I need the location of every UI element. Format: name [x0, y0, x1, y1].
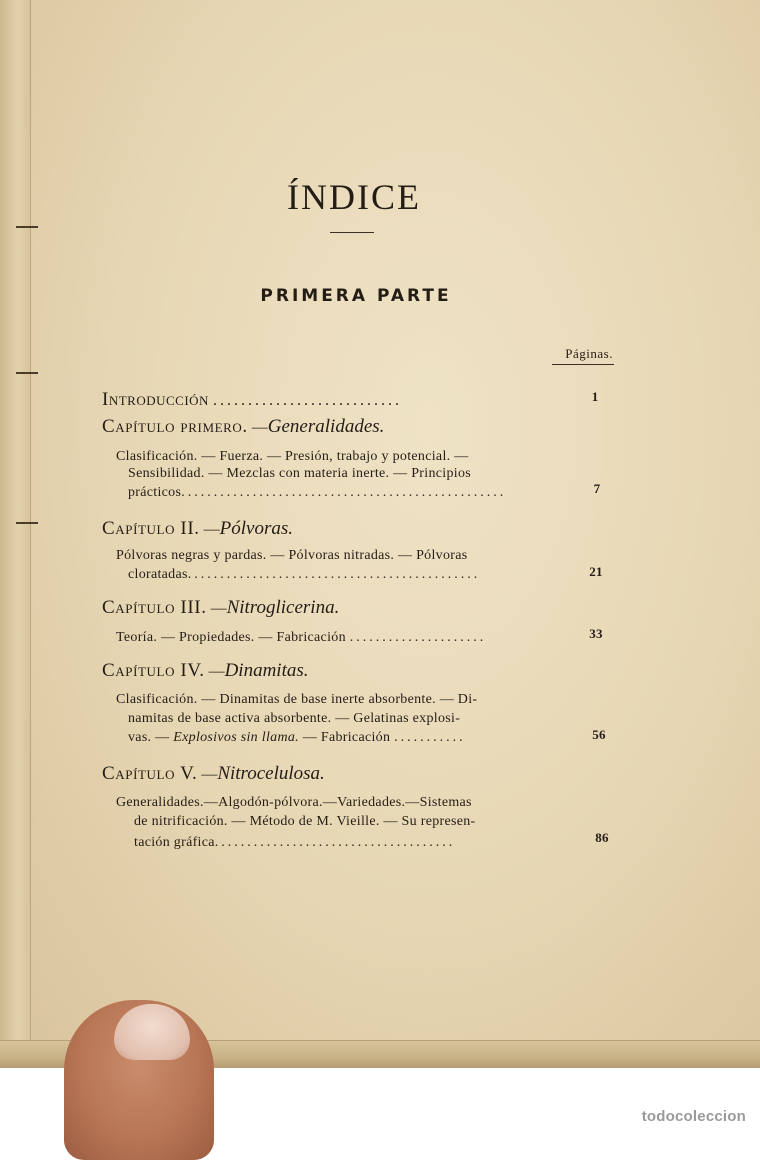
chapter-label: Capítulo IV.	[102, 660, 205, 681]
chapter-dash: —	[201, 766, 218, 783]
page-number: 21	[589, 564, 603, 579]
chapter-label: Capítulo primero.	[102, 416, 248, 437]
chapter-title: Pólvoras.	[219, 518, 293, 539]
chapter-label: Capítulo III.	[102, 597, 207, 618]
toc-entry-label: Introducción	[102, 389, 209, 410]
chapter-dash: —	[251, 419, 268, 436]
chapter-title: Nitroglicerina.	[226, 597, 340, 618]
contents-line: prácticos	[128, 485, 182, 500]
chapter-title: Generalidades.	[267, 416, 385, 437]
chapter-dash: —	[210, 600, 227, 617]
chapter-title: Dinamitas.	[224, 660, 309, 681]
page-title: ÍNDICE	[287, 177, 421, 217]
page-number: 1	[591, 389, 599, 404]
watermark-logo: todocoleccion	[641, 1108, 746, 1125]
page-number: 56	[592, 727, 606, 742]
binding-stitch	[16, 522, 38, 524]
pages-column-rule	[552, 364, 614, 365]
contents-line: Clasificación. — Dinamitas de base inerte absorbente. — Di-	[116, 692, 478, 707]
page-number: 33	[589, 626, 603, 641]
chapter-label: Capítulo V.	[102, 763, 198, 784]
contents-line: cloratadas	[128, 567, 188, 582]
contents-line: vas. —	[128, 730, 170, 745]
binding-stitch	[16, 226, 38, 228]
toc-leader: .....................	[349, 630, 487, 645]
contents-line: Sensibilidad. — Mezclas con materia inerte. — Principios	[128, 466, 471, 481]
part-heading: PRIMERA PARTE	[260, 286, 452, 306]
chapter-dash: —	[203, 521, 220, 538]
contents-line: Generalidades.—Algodón-pólvora.—Variedades.—Sistemas	[116, 795, 472, 810]
toc-leader: .............................................	[187, 567, 481, 582]
contents-line: namitas de base activa absorbente. — Gelatinas explosi-	[128, 711, 461, 726]
contents-line: de nitrificación. — Método de M. Vieille. — Su represen-	[134, 814, 476, 829]
contents-line: tación gráfica	[134, 835, 215, 850]
contents-line: Clasificación. — Fuerza. — Presión, trabajo y potencial. —	[116, 449, 469, 464]
contents-emphasis: Explosivos sin llama.	[173, 730, 299, 745]
toc-leader: ..................................................	[181, 485, 507, 500]
chapter-title: Nitrocelulosa.	[217, 763, 325, 784]
contents-line: Pólvoras negras y pardas. — Pólvoras nitradas. — Pólvoras	[116, 548, 468, 563]
book-spine	[0, 0, 31, 1068]
toc-leader: .....................................	[214, 835, 456, 850]
toc-leader: ...........	[394, 730, 466, 745]
contents-line: Teoría. — Propiedades. — Fabricación	[116, 630, 346, 645]
pages-column-label: Páginas.	[565, 346, 613, 361]
title-rule	[330, 232, 374, 233]
chapter-dash: —	[208, 663, 225, 680]
chapter-label: Capítulo II.	[102, 518, 200, 539]
page-number: 86	[595, 830, 609, 845]
toc-leader: ...........................	[212, 392, 402, 409]
contents-line: — Fabricación	[302, 730, 391, 745]
page-number: 7	[593, 481, 601, 496]
binding-stitch	[16, 372, 38, 374]
